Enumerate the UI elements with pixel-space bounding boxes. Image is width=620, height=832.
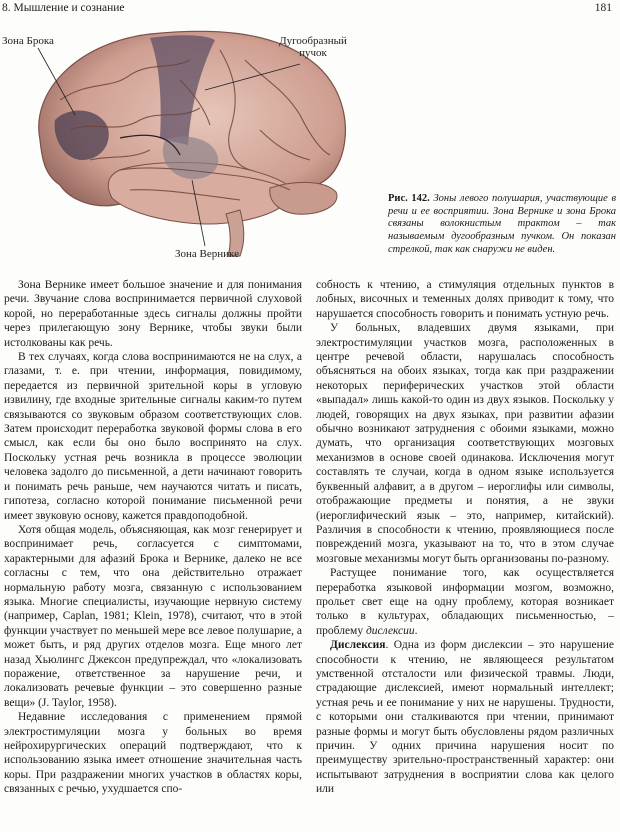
page-number: 181 — [594, 2, 612, 14]
paragraph: Зона Вернике имеет большое значение и для понимания речи. Звучание слова воспринимается первичной слуховой корой, но переработанные здесь сигналы должны пройти через прилегающую зону Вернике, чтобы звуки были истолкованы как речь. — [4, 279, 302, 349]
paragraph: Хотя общая модель, объясняющая, как мозг генерирует и воспринимает речь, согласуется с симптомами, характерными для афазий Брока и Вернике, далеко не все согласны с тем, что она действительно отражает нормальную работу мозга, связанную с использованием языка. Многие специалисты, изучающие нервную систему (например, Caplan, 1981; Klein, 1978), считают, что в этой функции участвует по меньшей мере все левое полушарие, а может быть, и ряд других отделов мозга. Еще много лет назад Хьюлингс Джексон предупреждал, что «локализовать поражение, ответственное за нарушение речи, и локализовать речевые функции – это совершенно разные вещи» (J. Taylor, 1958). — [4, 523, 302, 709]
paragraph-end: . — [414, 624, 418, 637]
paragraph: собность к чтению, а стимуляция отдельных пунктов в лобных, височных и теменных долях приводит к тому, что нарушается способность говорить и понимать устную речь. — [316, 279, 614, 320]
paragraph-text: . Одна из форм дислексии – это нарушение способности к чтению, не являющееся результатом умственной отсталости или физической травмы. Люди, страдающие дислексией, имеют нормальный интеллект; устная речь и ее понимание у них не нарушены. Трудности, с которыми они сталкиваются при чтении, принимают разные формы и могут быть обусловлены рядом различных причин. У одних причина нарушения носит по преимуществу зрительно-пространственный характер: они испытывают затруднения в восприятии слова как целого или — [316, 639, 614, 796]
section-term-dyslexia: Дислексия — [330, 639, 386, 652]
label-arcuate-line2: пучок — [299, 47, 327, 59]
paragraph — [316, 566, 614, 638]
left-text-column — [4, 278, 302, 797]
paragraph: В тех случаях, когда слова воспринимаются не на слух, а глазами, т. е. при чтении, информация, повидимому, передается из первичной зрительной коры в угловую извилину, где входные зрительные сигналы каким-то путем связываются со звуковым образом соответствующих слов. Затем происходит переработка звуковой формы слова в его смысл, как если бы оно было воспринято на слух. Поскольку устная речь возникла в процессе эволюции человека задолго до письменной, а дети начинают говорить и понимать речь раньше, чем научаются читать и писать, гипотеза, согласно которой понимание письменной речи имеет звуковую основу, кажется правдоподобной. — [4, 351, 302, 522]
term-dyslexia: дислексии — [365, 624, 415, 637]
figure-caption — [388, 193, 616, 257]
label-arcuate-line1: Дугообразный — [279, 35, 347, 47]
cerebellum — [270, 182, 337, 214]
label-wernicke-zone: Зона Вернике — [175, 248, 239, 260]
label-broca-zone: Зона Брока — [2, 35, 54, 47]
page-header — [2, 2, 612, 18]
caption-number: Рис. 142. — [388, 193, 430, 204]
chapter-title: 8. Мышление и сознание — [2, 2, 125, 14]
paragraph: Недавние исследования с применением прямой электростимуляции мозга у больных во время нейрохирургических операций подтверждают, что к использованию языка имеет отношение значительная часть коры. При раздражении многих участков в областях коры, связанных с речью, ухудшается спо- — [4, 711, 302, 796]
paragraph: У больных, владевших двумя языками, при электростимуляции участков мозга, расположенных в центре речевой области, нарушалась способность объясняться на обоих языках, тогда как при раздражении некоторых периферических участков этой области «выпадал» лишь какой-то один из двух языков. Поскольку у людей, говорящих на двух языках, при развитии афазии обычно возникают затруднения с обоими языками, можно думать, что организация соответствующих мозговых механизмов в основе своей одинакова. Исключения могут составлять те случаи, когда в одном языке используется буквенный алфавит, а в другом – иероглифы или символы, отображающие предметы и понятия, а не звуки (иероглифический язык – это, например, китайский). Различия в способности к чтению, проявляющиеся после повреждений мозга, указывают на то, что в этом случае мозговые механизмы могут быть организованы по-разному. — [316, 322, 614, 565]
label-arcuate-fasciculus — [258, 35, 368, 59]
paragraph-text: Растущее понимание того, как осуществляется переработка языковой информации мозгом, возможно, прольет свет еще на одну проблему, которая возникает только в культурах, обладающих письменностью, – проблему — [316, 567, 614, 637]
caption-text: Зоны левого полушария, участвующие в речи и ее восприятии. Зона Вернике и зона Брока связаны волокнистым трактом – так называемым дугообразным пучком. Он показан стрелкой, так как снаружи не виден. — [388, 193, 617, 255]
right-text-column — [316, 278, 614, 797]
paragraph — [316, 638, 614, 796]
